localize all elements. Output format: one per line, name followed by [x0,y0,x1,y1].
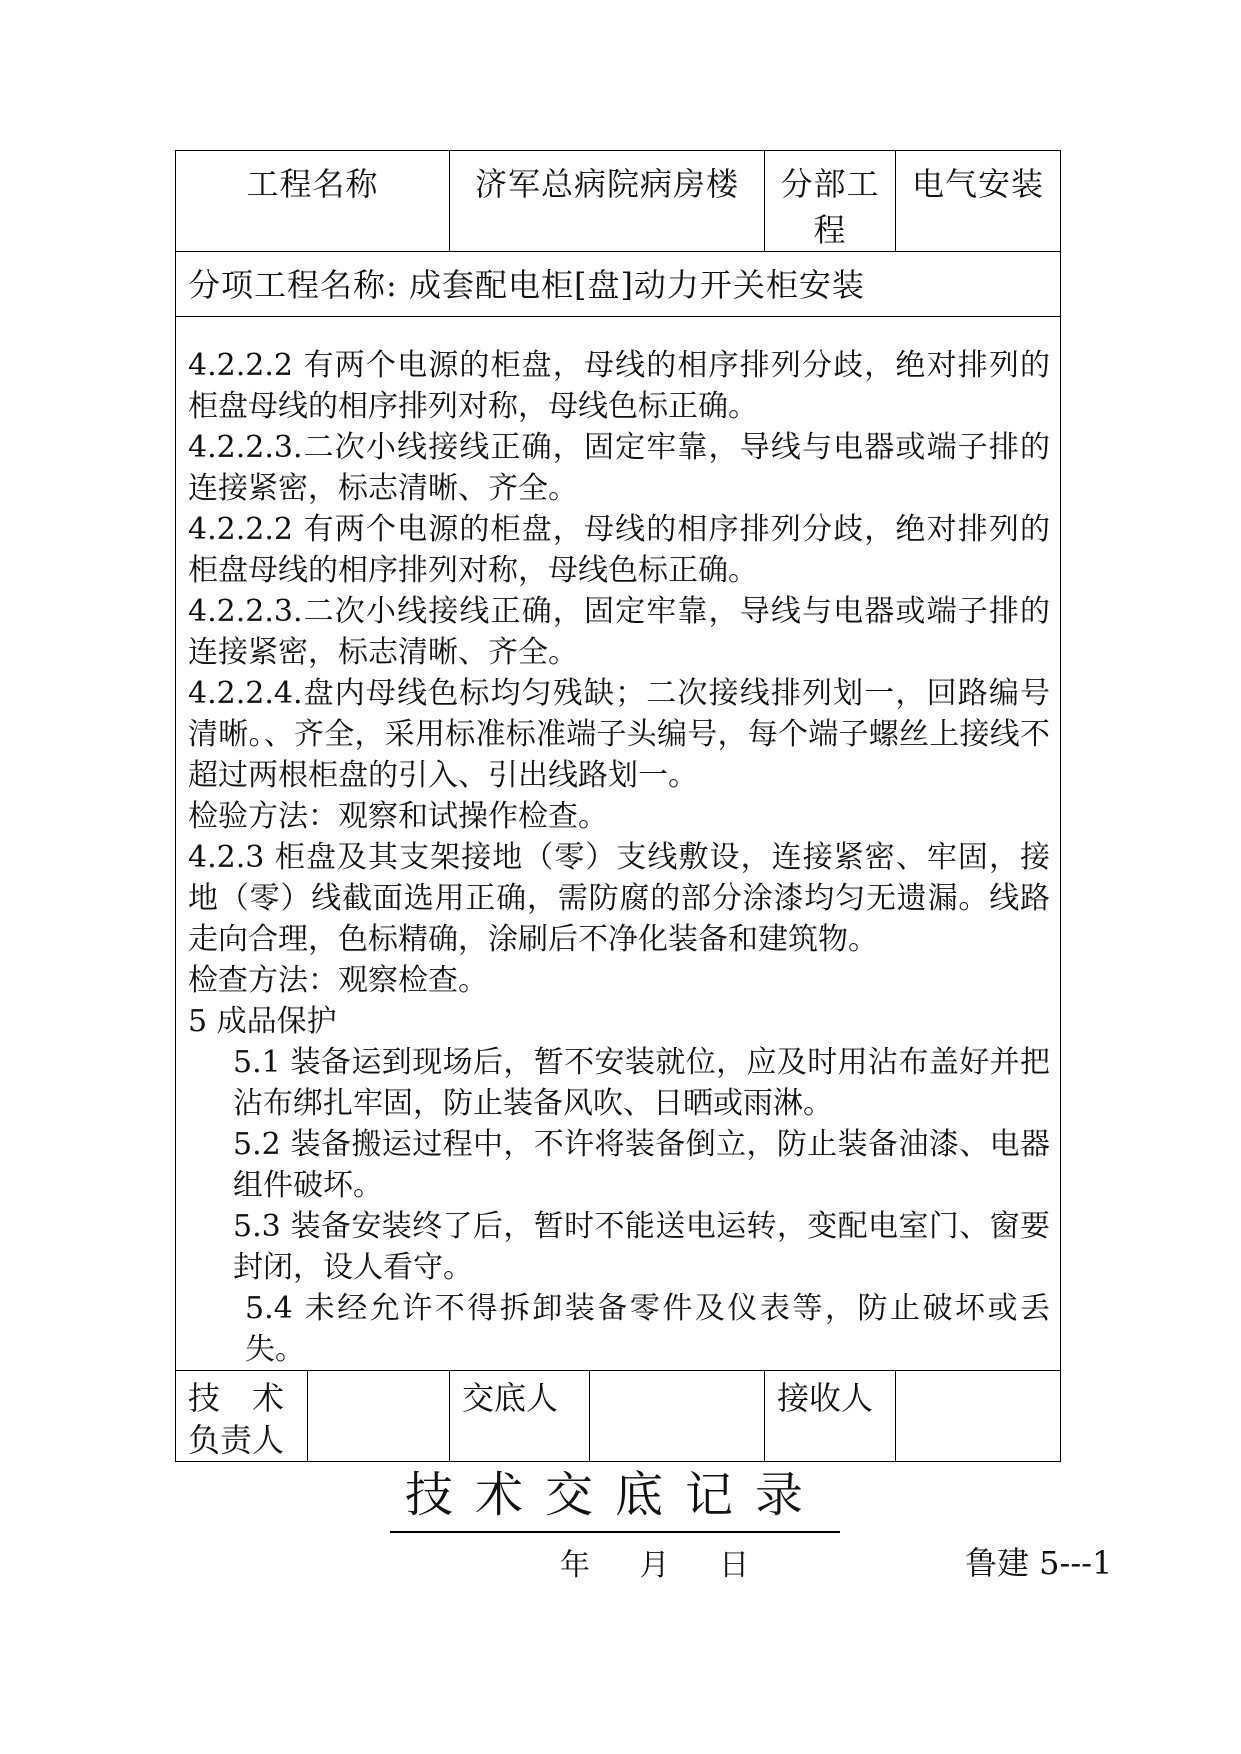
discloser-label: 交底人 [462,1379,559,1417]
paragraph: 检查方法：观察检查。 [188,963,488,998]
month-label: 月 [639,1548,670,1583]
receiver-label-cell [765,1371,896,1462]
paragraph: 5.4 未经允许不得拆卸装备零件及仪表等，防止破坏或丢失。 [245,1291,1051,1367]
paragraph: 5.3 装备安装终了后，暂时不能送电运转，变配电室门、窗要封闭，设人看守。 [233,1209,1051,1285]
signature-row [176,1371,1061,1462]
header-row [176,151,1061,252]
paragraph: 5.2 装备搬运过程中，不许将装备倒立，防止装备油漆、电器组件破坏。 [233,1127,1051,1203]
project-value: 济军总病院病房楼 [475,165,740,203]
subitem-row [176,252,1061,317]
receiver-signature-cell[interactable] [896,1371,1061,1462]
subitem-cell [176,252,1061,317]
paragraph: 4.2.2.3.二次小线接线正确，固定牢靠，导线与电器或端子排的连接紧密，标志清晰、齐全。 [188,430,1051,506]
discloser-label-cell [450,1371,590,1462]
date-line [560,1540,789,1584]
project-label-cell [176,151,450,252]
paragraph: 4.2.2.3.二次小线接线正确，固定牢靠，导线与电器或端子排的连接紧密，标志清晰、齐全。 [188,594,1051,670]
content-row [176,317,1061,1371]
division-value-cell [896,151,1061,252]
division-label-cell [765,151,896,252]
division-value: 电气安装 [912,165,1045,203]
discloser-signature-cell[interactable] [590,1371,765,1462]
receiver-label: 接收人 [777,1379,874,1417]
subitem-title: 分项工程名称: 成套配电柜[盘]动力开关柜安装 [188,266,865,304]
disclosure-table [175,150,1061,1462]
section-heading: 5 成品保护 [188,1004,337,1039]
project-value-cell [450,151,765,252]
tech-lead-signature-cell[interactable] [308,1371,450,1462]
document-title: 技术交底记录 [390,1456,840,1533]
paragraph: 4.2.3 柜盘及其支架接地（零）支线敷设，连接紧密、牢固，接地（零）线截面选用正确，需防腐的部分涂漆均匀无遗漏。线路走向合理，色标精确，涂刷后不净化装备和建筑物。 [188,840,1051,957]
day-label: 日 [719,1548,750,1583]
project-label: 工程名称 [246,165,379,203]
form-code: 鲁建 5---1 [965,1544,1113,1582]
tech-lead-label-cell [176,1371,308,1462]
paragraph: 5.1 装备运到现场后，暂不安装就位，应及时用沾布盖好并把沾布绑扎牢固，防止装备风吹、日晒或雨淋。 [233,1045,1051,1121]
paragraph: 4.2.2.2 有两个电源的柜盘，母线的相序排列分歧，绝对排列的柜盘母线的相序排列对称，母线色标正确。 [188,348,1051,424]
content-cell [176,317,1061,1371]
tech-lead-label-line1: 技 术 [188,1379,285,1417]
paragraph: 4.2.2.2 有两个电源的柜盘，母线的相序排列分歧，绝对排列的柜盘母线的相序排列对称，母线色标正确。 [188,512,1051,588]
division-label: 分部工程 [780,165,880,249]
tech-lead-label-line2: 负责人 [188,1421,285,1459]
year-label: 年 [560,1548,590,1583]
paragraph: 检验方法：观察和试操作检查。 [188,799,608,834]
paragraph: 4.2.2.4.盘内母线色标均匀残缺；二次接线排列划一，回路编号清晰。、齐全，采用标准标准端子头编号，每个端子螺丝上接线不超过两根柜盘的引入、引出线路划一。 [188,676,1051,793]
